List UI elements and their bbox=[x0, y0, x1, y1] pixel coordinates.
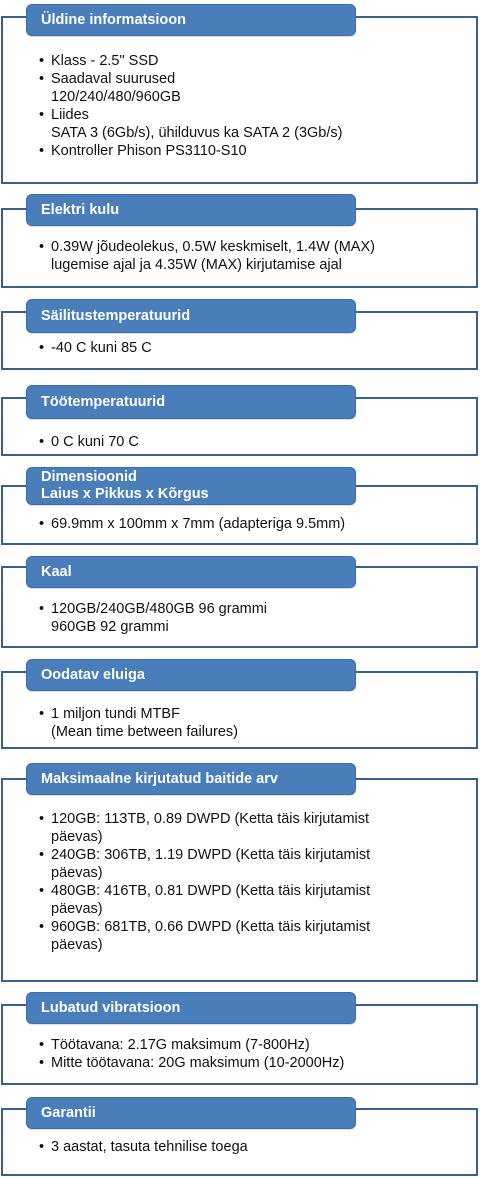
section-title bbox=[26, 4, 356, 36]
bullet-item bbox=[29, 882, 476, 918]
bullet-list bbox=[3, 1036, 476, 1072]
section-box bbox=[1, 16, 478, 184]
bullet-list bbox=[3, 339, 476, 357]
bullet-text: • Saadaval suurused bbox=[51, 71, 176, 87]
bullet-list bbox=[3, 515, 476, 533]
bullet-text: • -40 C kuni 85 C bbox=[51, 340, 152, 356]
bullet-item bbox=[29, 1036, 476, 1054]
spec-section bbox=[0, 385, 478, 456]
bullet-item bbox=[29, 918, 476, 954]
bullet-text: päevas) bbox=[51, 901, 103, 917]
bullet-text: • Töötavana: 2.17G maksimum (7-800Hz) bbox=[51, 1037, 310, 1053]
bullet-text: • 1 miljon tundi MTBF bbox=[51, 706, 180, 722]
section-title-text: Elektri kulu bbox=[41, 201, 120, 218]
bullet-list bbox=[3, 433, 476, 451]
spec-section bbox=[0, 556, 478, 648]
bullet-text: SATA 3 (6Gb/s), ühilduvus ka SATA 2 (3Gb/s) bbox=[51, 125, 343, 141]
spec-section bbox=[0, 299, 478, 370]
bullet-text: päevas) bbox=[51, 937, 103, 953]
bullet-item bbox=[29, 433, 476, 451]
bullet-list bbox=[3, 810, 476, 954]
bullet-text: • 120GB/240GB/480GB 96 grammi bbox=[51, 601, 268, 617]
bullet-item bbox=[29, 339, 476, 357]
bullet-item bbox=[29, 705, 476, 741]
section-box bbox=[1, 778, 478, 982]
bullet-text: • Liides bbox=[51, 107, 89, 123]
section-title-text: Lubatud vibratsioon bbox=[41, 999, 181, 1016]
spec-section bbox=[0, 659, 478, 749]
section-title-text: Oodatav eluiga bbox=[41, 666, 145, 683]
bullet-text: • Klass - 2.5" SSD bbox=[51, 53, 159, 69]
section-title-text: Kaal bbox=[41, 563, 72, 580]
bullet-text: • 240GB: 306TB, 1.19 DWPD (Ketta täis kirjutamist bbox=[51, 847, 371, 863]
bullet-item bbox=[29, 600, 476, 636]
bullet-text: • 0.39W jõudeolekus, 0.5W keskmiselt, 1.4W (MAX) bbox=[51, 239, 375, 255]
bullet-list bbox=[3, 1138, 476, 1156]
bullet-list bbox=[3, 705, 476, 741]
bullet-item bbox=[29, 70, 476, 106]
bullet-text: päevas) bbox=[51, 829, 103, 845]
bullet-item bbox=[29, 1054, 476, 1072]
spec-section bbox=[0, 763, 478, 982]
section-title-text: Dimensioonid bbox=[41, 469, 137, 485]
spec-section bbox=[0, 467, 478, 545]
spec-section bbox=[0, 4, 478, 184]
bullet-text: 960GB 92 grammi bbox=[51, 619, 169, 635]
bullet-item bbox=[29, 106, 476, 142]
section-title bbox=[26, 992, 356, 1024]
section-title-text: Üldine informatsioon bbox=[41, 11, 186, 28]
section-title-text: Laius x Pikkus x Kõrgus bbox=[41, 486, 209, 502]
bullet-text: päevas) bbox=[51, 865, 103, 881]
bullet-text: • 3 aastat, tasuta tehnilise toega bbox=[51, 1139, 248, 1155]
section-title bbox=[26, 1097, 356, 1129]
bullet-list bbox=[3, 238, 476, 274]
bullet-item bbox=[29, 810, 476, 846]
bullet-text: • 120GB: 113TB, 0.89 DWPD (Ketta täis kirjutamist bbox=[51, 811, 370, 827]
bullet-text: • Mitte töötavana: 20G maksimum (10-2000Hz) bbox=[51, 1055, 345, 1071]
bullet-text: • Kontroller Phison PS3110-S10 bbox=[51, 143, 247, 159]
bullet-item bbox=[29, 238, 476, 274]
section-title bbox=[26, 299, 356, 333]
spec-section bbox=[0, 194, 478, 288]
bullet-text: lugemise ajal ja 4.35W (MAX) kirjutamise ajal bbox=[51, 257, 342, 273]
bullet-text: 120/240/480/960GB bbox=[51, 89, 181, 105]
bullet-text: • 960GB: 681TB, 0.66 DWPD (Ketta täis kirjutamist bbox=[51, 919, 371, 935]
section-title-text: Maksimaalne kirjutatud baitide arv bbox=[41, 770, 278, 787]
bullet-text: • 69.9mm x 100mm x 7mm (adapteriga 9.5mm) bbox=[51, 516, 346, 532]
bullet-text: • 0 C kuni 70 C bbox=[51, 434, 139, 450]
section-title bbox=[26, 194, 356, 226]
section-title bbox=[26, 659, 356, 691]
bullet-text: (Mean time between failures) bbox=[51, 724, 238, 740]
section-title-text: Töötemperatuurid bbox=[41, 393, 166, 410]
section-title-text: Garantii bbox=[41, 1104, 96, 1121]
bullet-item bbox=[29, 846, 476, 882]
bullet-item bbox=[29, 52, 476, 70]
spec-section bbox=[0, 992, 478, 1085]
bullet-list bbox=[3, 600, 476, 636]
section-title bbox=[26, 556, 356, 588]
bullet-item bbox=[29, 142, 476, 160]
section-title bbox=[26, 763, 356, 795]
section-title bbox=[26, 467, 356, 505]
section-title-text: Säilitustemperatuurid bbox=[41, 307, 191, 324]
spec-section bbox=[0, 1097, 478, 1176]
bullet-item bbox=[29, 1138, 476, 1156]
bullet-item bbox=[29, 515, 476, 533]
bullet-list bbox=[3, 52, 476, 160]
bullet-text: • 480GB: 416TB, 0.81 DWPD (Ketta täis kirjutamist bbox=[51, 883, 371, 899]
section-title bbox=[26, 385, 356, 419]
